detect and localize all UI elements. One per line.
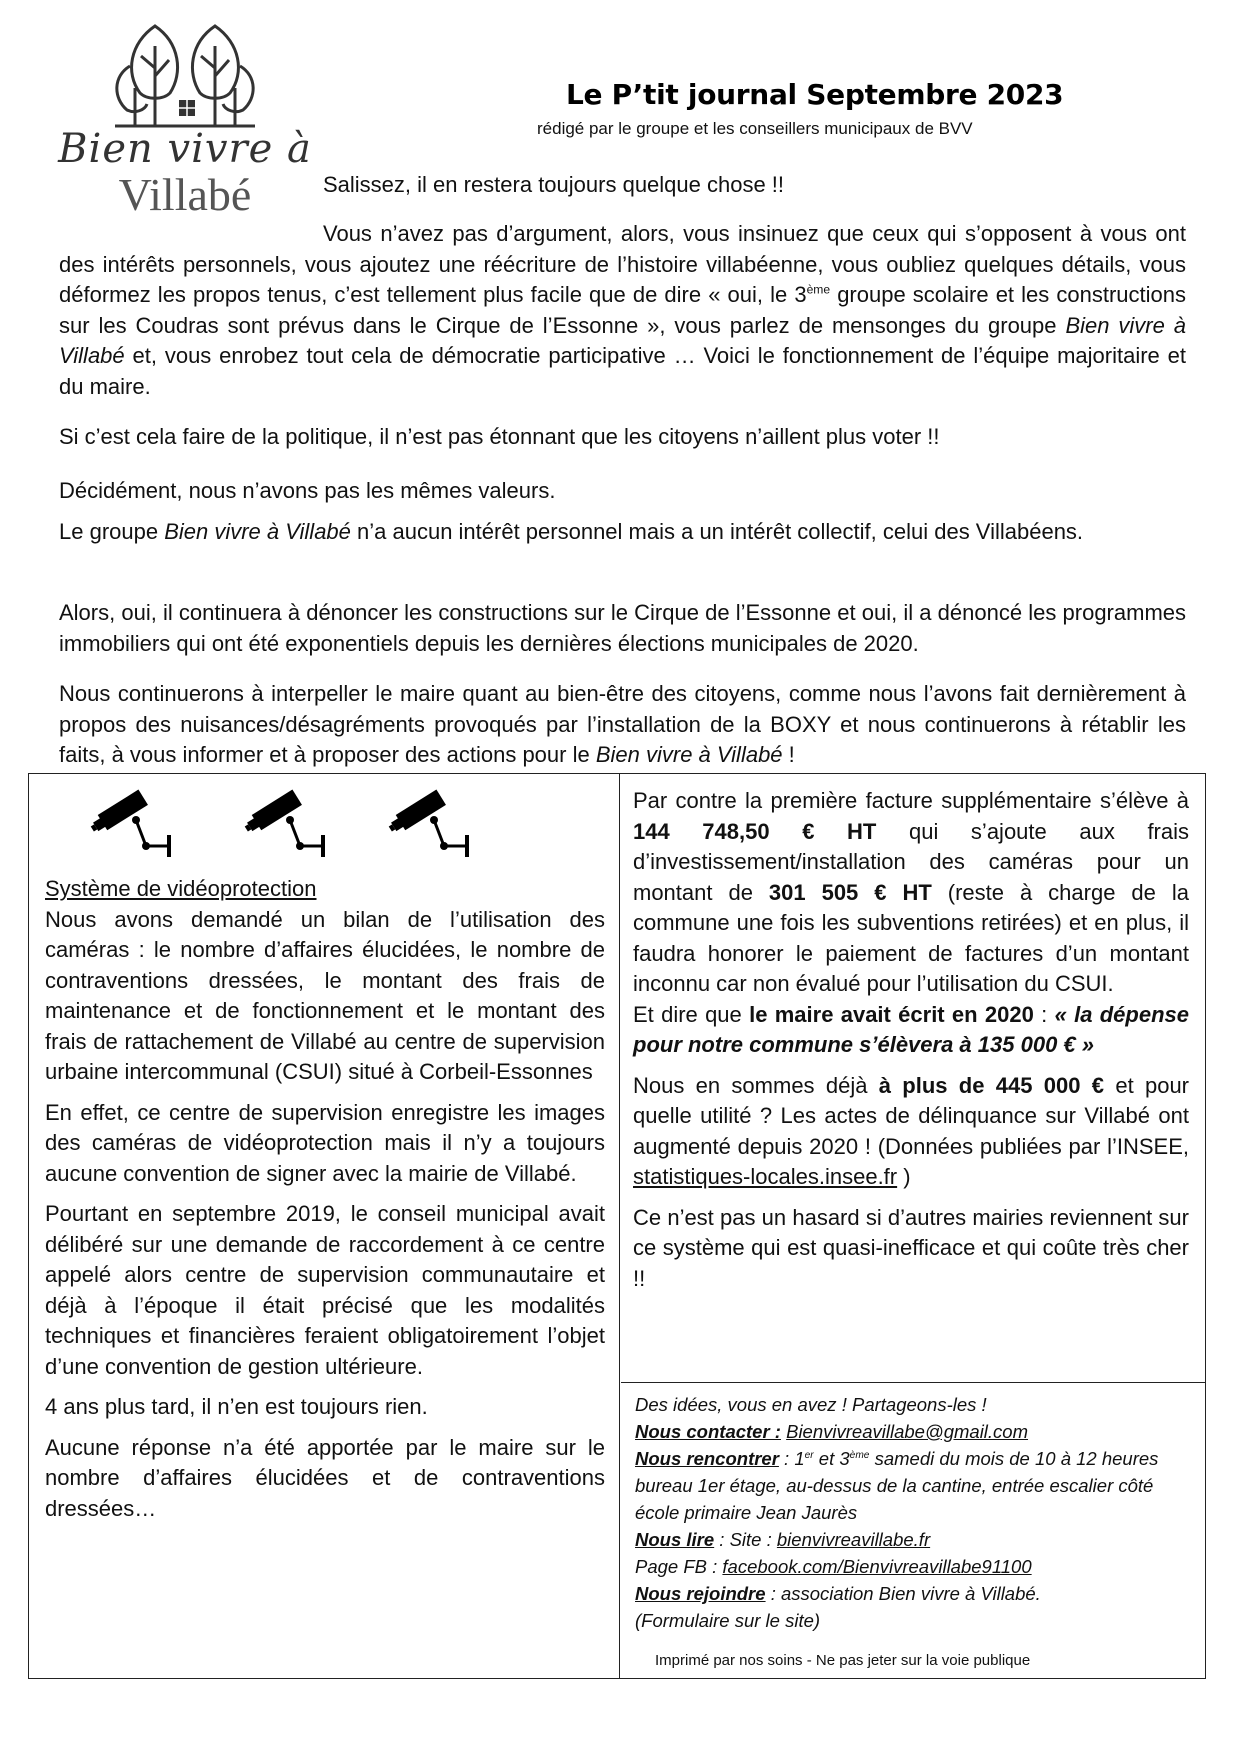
intro-paragraph-5 [59,598,1186,659]
cctv-camera-icon [84,788,184,858]
article-heading: Système de vidéoprotection [45,876,317,901]
amount-invoice: 144 748,50 € HT [633,818,877,844]
intro-paragraph-6 [59,679,1186,771]
logo-town-text: Villabé [118,169,252,220]
text: et pour quelle utilité ? Les actes de délinquance sur Villabé ont augmenté depuis 2020 ! (Données publiées par l’INSEE, [633,1072,1190,1159]
text: : association Bien vivre à Villabé. [765,1583,1041,1604]
contact-read-row [635,1526,1195,1553]
articles-table [28,773,1206,1679]
trees-house-icon [95,18,275,128]
contact-intro: Des idées, vous en avez ! Partageons-les ! [635,1394,987,1415]
article-paragraph [633,1071,1189,1193]
article-paragraph: En effet, ce centre de supervision enregistre les images des caméras de vidéoprotection mais il n’y a toujours aucune convention de signer avec la mairie de Villabé. [45,1099,605,1186]
column-divider [619,774,620,1678]
left-article [45,874,605,1534]
meet-label: Nous rencontrer [635,1448,779,1469]
contact-email-row [635,1418,1195,1445]
read-label: Nous lire [635,1529,715,1550]
text: Par contre la première facture supplémentaire s’élève à [633,788,1189,813]
article-paragraph: Pourtant en septembre 2019, le conseil municipal avait délibéré sur une demande de raccordement à ce centre appelé alors centre de supervision communautaire et déjà à l’époque il était précisé que les modalités techniques et financières feraient obligatoirement l’objet d’une convention de gestion ultérieure. [45,1201,605,1379]
website-link[interactable]: bienvivreavillabe.fr [776,1529,931,1550]
text: qui s’ajoute aux frais d’investissement/installation des caméras pour un montant de [633,818,1189,905]
text: ) [897,1164,911,1189]
facebook-link[interactable]: facebook.com/Bienvivreavillabe91100 [722,1556,1032,1577]
amount-total: à plus de 445 000 € [878,1072,1105,1098]
text: samedi du mois de 10 à 12 heures bureau 1er étage, au-dessus de la cantine, entrée escalier côté école primaire Jean Jaurès [635,1448,1159,1523]
text: Le groupe [59,519,165,544]
text: (reste à charge de la commune une fois les subventions retirées) et en plus, il faudra honorer le paiement de factures d’un montant inconnu car non évalué pour l’utilisation du CSUI. [633,879,1189,996]
contact-join-row [635,1580,1195,1607]
page-title: Le P’tit journal Septembre 2023 [566,78,1064,111]
contact-box [621,1382,1205,1678]
text: Décidément, nous n’avons pas les mêmes valeurs. [59,478,556,503]
text: : 1 [778,1448,805,1469]
article-paragraph [633,786,1189,1000]
text: et, vous enrobez tout cela de démocratie participative … Voici le fonctionnement de l’équipe majoritaire et du maire. [59,343,1186,399]
join-label: Nous rejoindre [635,1583,766,1604]
text: Et dire que [633,1001,750,1027]
article-paragraph: Ce n’est pas un hasard si d’autres mairies reviennent sur ce système qui est quasi-inefficace et qui coûte très cher !! [633,1204,1189,1291]
article-paragraph: 4 ans plus tard, il n’en est toujours rien. [45,1394,428,1419]
cctv-camera-icon [238,788,338,858]
text: Vous n’avez pas d’argument, alors, vous insinuez que ceux qui s’opposent à vous ont des intérêts personnels, vous ajoutez une réécriture de l’histoire villabéenne, vous oubliez quelques détails, vous déformez les propos tenus, c’est tellement plus facile que de dire « oui, le 3 [59,221,1186,307]
group-name: Bien vivre à Villabé [595,742,783,767]
logo [55,18,315,218]
text: : Site : [714,1529,777,1550]
superscript: er [804,1449,814,1461]
text: Si c’est cela faire de la politique, il n’est pas étonnant que les citoyens n’aillent plus voter !! [59,424,940,449]
contact-join-note: (Formulaire sur le site) [635,1610,821,1631]
intro-paragraph-3 [59,476,1186,507]
superscript: ème [849,1449,870,1461]
article-paragraph: Aucune réponse n’a été apportée par le maire sur le nombre d’affaires élucidées et de contraventions dressées… [45,1434,605,1521]
article-paragraph [633,1000,1189,1061]
fb-label: Page FB : [635,1556,723,1577]
text: ! [782,742,795,767]
contact-fb-row [635,1553,1195,1580]
intro-paragraph-1 [59,219,1186,402]
contact-meet-row [635,1445,1195,1526]
email-link[interactable]: Bienvivreavillabe@gmail.com [786,1421,1029,1442]
text: Alors, oui, il continuera à dénoncer les constructions sur le Cirque de l’Essonne et oui, il a dénoncé les programmes immobiliers qui ont été exponentiels depuis les dernières élections municipales de 2020. [59,600,1186,656]
article-paragraph: Nous avons demandé un bilan de l’utilisation des caméras : le nombre d’affaires élucidées, le nombre de contraventions dressées, le montant des frais de maintenance et de fonctionnement et le montant des frais de rattachement de Villabé au centre de supervision urbaine intercommunal (CSUI) situé à Corbeil-Essonnes [45,906,605,1084]
text: : [1033,1001,1055,1027]
intro-paragraph-2 [59,422,1186,453]
page-subtitle: rédigé par le groupe et les conseillers municipaux de BVV [537,119,973,138]
intro-heading: Salissez, il en restera toujours quelque chose !! [323,172,785,197]
imprint-note: Imprimé par nos soins - Ne pas jeter sur la voie publique [655,1652,1031,1669]
emphasis: le maire avait écrit en 2020 [749,1001,1034,1027]
text: n’a aucun intérêt personnel mais a un intérêt collectif, celui des Villabéens. [350,519,1084,544]
text: Nous continuerons à interpeller le maire quant au bien-être des citoyens, comme nous l’avons fait dernièrement à propos des nuisances/désagréments provoqués par l’installation de la BOXY et nous continuerons à rétablir les faits, à vous informer et à proposer des actions pour le [59,681,1186,767]
text: groupe scolaire et les constructions sur les Coudras sont prévus dans le Cirque de l’Essonne », vous parlez de mensonges du groupe [59,282,1186,338]
contact-label: Nous contacter : [635,1421,781,1442]
insee-link[interactable]: statistiques-locales.insee.fr [633,1164,898,1189]
intro-paragraph-4 [59,517,1186,548]
camera-icons-row [84,788,504,858]
group-name: Bien vivre à Villabé [59,312,1186,368]
text: et 3 [813,1448,850,1469]
mayor-quote: « la dépense pour notre commune s’élèvera à 135 000 € » [633,1001,1189,1057]
text: Nous en sommes déjà [633,1072,879,1098]
group-name: Bien vivre à Villabé [164,519,351,544]
logo-script-text: Bien vivre à [58,126,312,172]
cctv-camera-icon [382,788,482,858]
right-article [633,786,1189,1304]
superscript: ème [806,282,831,297]
amount-investment: 301 505 € HT [768,879,932,905]
